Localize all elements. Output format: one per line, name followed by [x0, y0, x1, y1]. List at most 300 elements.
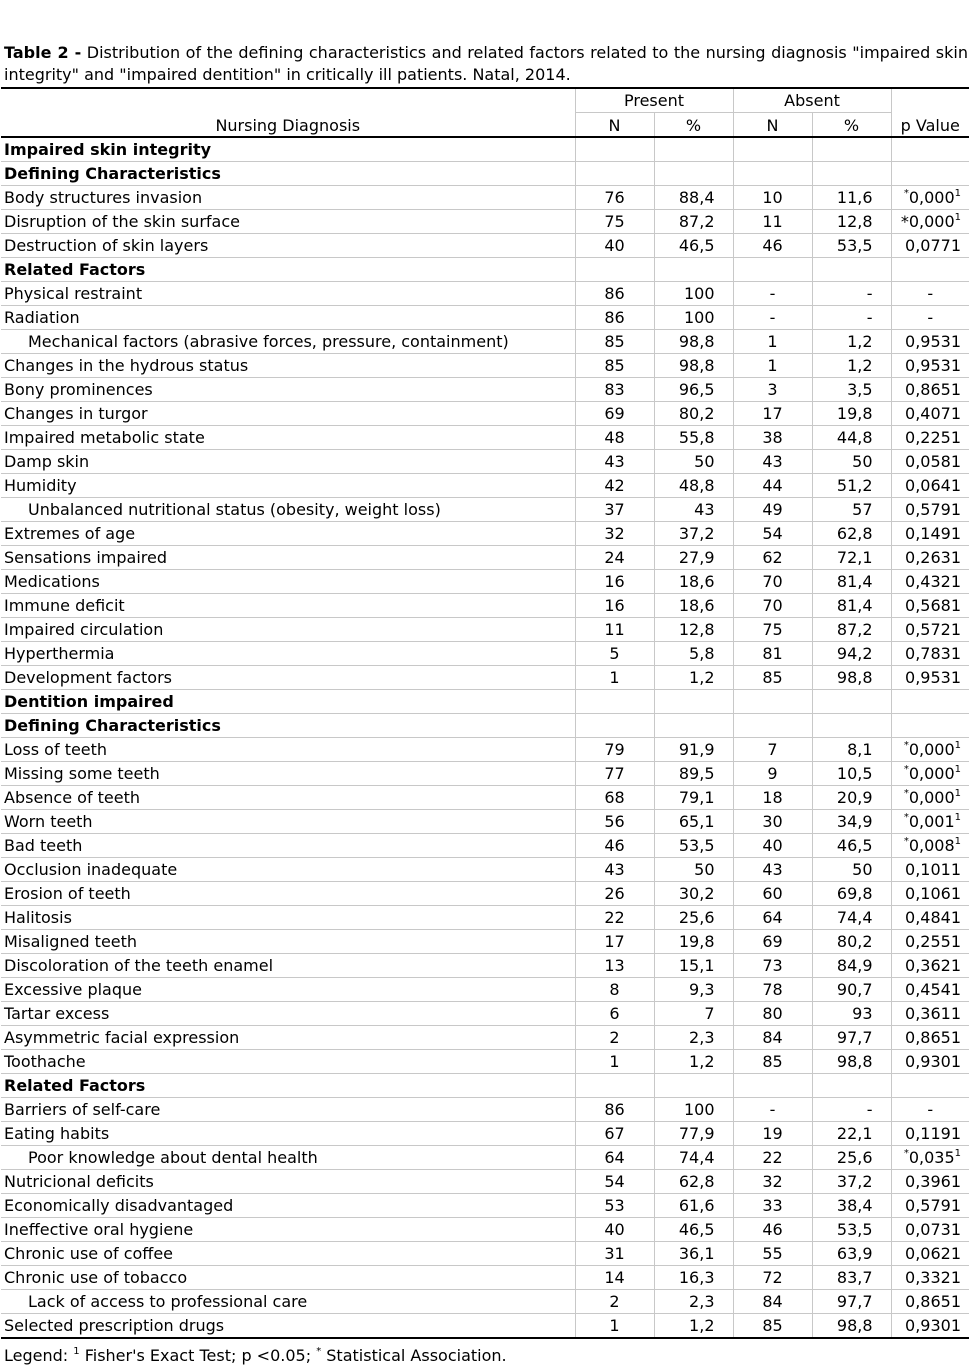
- p-value-number: 0,407: [905, 404, 951, 423]
- absent-pct: 38,4: [812, 1194, 891, 1218]
- p-value-number: 0,064: [905, 476, 951, 495]
- present-n: 83: [575, 378, 654, 402]
- test-footnote-marker: 1: [954, 764, 962, 775]
- p-value-number: 0,362: [905, 956, 951, 975]
- table-row: [1, 1194, 969, 1218]
- p-value: [891, 426, 969, 450]
- absent-n: 19: [733, 1122, 812, 1146]
- present-n: 86: [575, 306, 654, 330]
- p-value-tail-digit: 1: [950, 1124, 962, 1143]
- absent-n: 75: [733, 618, 812, 642]
- p-value-number: 0,225: [905, 428, 951, 447]
- table-row: [1, 786, 969, 810]
- present-pct: 9,3: [654, 978, 733, 1002]
- absent-n: 78: [733, 978, 812, 1002]
- absent-pct: 12,8: [812, 210, 891, 234]
- present-pct: 2,3: [654, 1026, 733, 1050]
- table-row: [1, 210, 969, 234]
- p-value: [891, 210, 969, 234]
- present-n: 16: [575, 570, 654, 594]
- header-absent-pct: %: [812, 113, 891, 138]
- row-label: Impaired circulation: [1, 618, 575, 642]
- table-row: [1, 810, 969, 834]
- present-n: 1: [575, 666, 654, 690]
- present-n: 6: [575, 1002, 654, 1026]
- present-pct: 27,9: [654, 546, 733, 570]
- absent-pct: 53,5: [812, 234, 891, 258]
- section-row: [1, 162, 969, 186]
- empty-cell: [733, 1074, 812, 1098]
- present-n: 54: [575, 1170, 654, 1194]
- absent-pct: 84,9: [812, 954, 891, 978]
- p-value: [891, 594, 969, 618]
- absent-pct: 1,2: [812, 330, 891, 354]
- significance-marker: *: [903, 788, 909, 799]
- present-pct: 46,5: [654, 1218, 733, 1242]
- present-pct: 88,4: [654, 186, 733, 210]
- p-value: [891, 1146, 969, 1170]
- p-value-tail-digit: 1: [950, 356, 962, 375]
- test-footnote-marker: 1: [954, 836, 962, 847]
- present-n: 53: [575, 1194, 654, 1218]
- table-body: [1, 137, 969, 1338]
- table-row: [1, 282, 969, 306]
- present-pct: 53,5: [654, 834, 733, 858]
- absent-n: 85: [733, 1314, 812, 1339]
- section-row: [1, 137, 969, 162]
- p-value-number: 0,000: [908, 188, 955, 207]
- absent-pct: 3,5: [812, 378, 891, 402]
- present-n: 16: [575, 594, 654, 618]
- table-row: [1, 1122, 969, 1146]
- p-value-number: 0,930: [905, 1052, 951, 1071]
- absent-n: 7: [733, 738, 812, 762]
- p-value-tail-digit: 1: [950, 644, 962, 663]
- present-n: 86: [575, 1098, 654, 1122]
- p-value-tail-digit: 1: [950, 572, 962, 591]
- caption-text: Distribution of the defining characteristics and related factors related to the nursing diagnosis "impaired skin integrity" and "impaired dentition" in critically ill patients. Natal, 2014.: [4, 43, 968, 84]
- absent-pct: 97,7: [812, 1026, 891, 1050]
- absent-n: 84: [733, 1026, 812, 1050]
- absent-pct: 25,6: [812, 1146, 891, 1170]
- p-value: [891, 330, 969, 354]
- p-value-number: 0,361: [905, 1004, 951, 1023]
- p-value: [891, 1050, 969, 1074]
- present-n: 5: [575, 642, 654, 666]
- row-label: Damp skin: [1, 450, 575, 474]
- empty-cell: [891, 690, 969, 714]
- present-n: 22: [575, 906, 654, 930]
- present-pct: 98,8: [654, 354, 733, 378]
- present-n: 1: [575, 1050, 654, 1074]
- present-pct: 87,2: [654, 210, 733, 234]
- p-value: [891, 522, 969, 546]
- absent-pct: 93: [812, 1002, 891, 1026]
- table-row: [1, 1314, 969, 1339]
- present-n: 31: [575, 1242, 654, 1266]
- significance-marker: *: [903, 764, 909, 775]
- p-value-tail-digit: 1: [950, 1268, 962, 1287]
- p-value: [891, 642, 969, 666]
- table-row: [1, 1290, 969, 1314]
- table-row: [1, 1098, 969, 1122]
- p-value-number: 0,396: [905, 1172, 951, 1191]
- row-label: Destruction of skin layers: [1, 234, 575, 258]
- header-p-value: p Value: [891, 113, 969, 138]
- significance-marker: *: [903, 812, 909, 823]
- p-value-tail-digit: 1: [950, 1244, 962, 1263]
- empty-cell: [733, 690, 812, 714]
- p-value-number: 0,579: [905, 1196, 951, 1215]
- p-value: [891, 882, 969, 906]
- present-pct: 18,6: [654, 570, 733, 594]
- row-label: Hyperthermia: [1, 642, 575, 666]
- p-value-tail-digit: 1: [950, 1004, 962, 1023]
- empty-cell: [812, 1074, 891, 1098]
- present-n: 79: [575, 738, 654, 762]
- table-row: [1, 498, 969, 522]
- empty-cell: [733, 714, 812, 738]
- absent-n: 46: [733, 234, 812, 258]
- row-label: Lack of access to professional care: [1, 1290, 575, 1314]
- row-label: Unbalanced nutritional status (obesity, weight loss): [1, 498, 575, 522]
- present-n: 37: [575, 498, 654, 522]
- absent-pct: 94,2: [812, 642, 891, 666]
- table-caption: [4, 42, 968, 86]
- table-row: [1, 306, 969, 330]
- absent-n: 46: [733, 1218, 812, 1242]
- p-value: [891, 354, 969, 378]
- p-value: [891, 186, 969, 210]
- table-row: [1, 618, 969, 642]
- p-value: [891, 1266, 969, 1290]
- p-value: [891, 1218, 969, 1242]
- empty-cell: [654, 690, 733, 714]
- present-pct: 18,6: [654, 594, 733, 618]
- table-row: [1, 1146, 969, 1170]
- p-value: [891, 570, 969, 594]
- present-pct: 37,2: [654, 522, 733, 546]
- absent-n: 55: [733, 1242, 812, 1266]
- absent-n: 49: [733, 498, 812, 522]
- significance-marker: *: [903, 188, 909, 199]
- absent-pct: 44,8: [812, 426, 891, 450]
- p-value-tail-digit: 1: [950, 428, 962, 447]
- table-row: [1, 1026, 969, 1050]
- present-pct: 15,1: [654, 954, 733, 978]
- row-label: Bony prominences: [1, 378, 575, 402]
- header-present-pct: %: [654, 113, 733, 138]
- row-label: Bad teeth: [1, 834, 575, 858]
- section-label: Impaired skin integrity: [1, 137, 575, 162]
- absent-pct: 83,7: [812, 1266, 891, 1290]
- row-label: Radiation: [1, 306, 575, 330]
- present-pct: 1,2: [654, 1050, 733, 1074]
- p-value: -: [891, 306, 969, 330]
- table-row: [1, 858, 969, 882]
- p-value-number: 0,058: [905, 452, 951, 471]
- table-row: [1, 522, 969, 546]
- absent-n: 40: [733, 834, 812, 858]
- absent-pct: 97,7: [812, 1290, 891, 1314]
- p-value-tail-digit: 1: [950, 332, 962, 351]
- p-value-number: 0,008: [908, 836, 955, 855]
- p-value-number: 0,865: [905, 1028, 951, 1047]
- absent-pct: 80,2: [812, 930, 891, 954]
- p-value-number: 0,119: [905, 1124, 951, 1143]
- present-pct: 2,3: [654, 1290, 733, 1314]
- empty-cell: [891, 137, 969, 162]
- present-n: 32: [575, 522, 654, 546]
- table-row: [1, 954, 969, 978]
- test-footnote-marker: 1: [954, 188, 962, 199]
- p-value: [891, 834, 969, 858]
- p-value-number: 0,149: [905, 524, 951, 543]
- absent-pct: 11,6: [812, 186, 891, 210]
- header-row-1: [1, 88, 969, 113]
- absent-n: 81: [733, 642, 812, 666]
- row-label: Changes in the hydrous status: [1, 354, 575, 378]
- empty-cell: [654, 258, 733, 282]
- table-row: [1, 738, 969, 762]
- test-footnote-marker: 1: [954, 1148, 962, 1159]
- absent-pct: 51,2: [812, 474, 891, 498]
- p-value: [891, 1026, 969, 1050]
- present-n: 86: [575, 282, 654, 306]
- absent-n: 62: [733, 546, 812, 570]
- table-row: [1, 1002, 969, 1026]
- present-n: 13: [575, 954, 654, 978]
- p-value: [891, 402, 969, 426]
- p-value: [891, 978, 969, 1002]
- row-label: Worn teeth: [1, 810, 575, 834]
- p-value: [891, 234, 969, 258]
- present-pct: 5,8: [654, 642, 733, 666]
- row-label: Eating habits: [1, 1122, 575, 1146]
- row-label: Disruption of the skin surface: [1, 210, 575, 234]
- section-row: [1, 258, 969, 282]
- present-pct: 80,2: [654, 402, 733, 426]
- p-value: [891, 1290, 969, 1314]
- absent-n: 70: [733, 594, 812, 618]
- absent-pct: 63,9: [812, 1242, 891, 1266]
- present-n: 46: [575, 834, 654, 858]
- empty-cell: [654, 162, 733, 186]
- present-pct: 25,6: [654, 906, 733, 930]
- absent-n: 9: [733, 762, 812, 786]
- present-pct: 12,8: [654, 618, 733, 642]
- present-pct: 43: [654, 498, 733, 522]
- p-value-number: 0,953: [905, 356, 951, 375]
- absent-n: 64: [733, 906, 812, 930]
- table-row: [1, 906, 969, 930]
- row-label: Tartar excess: [1, 1002, 575, 1026]
- p-value: [891, 450, 969, 474]
- p-value: [891, 474, 969, 498]
- present-pct: 48,8: [654, 474, 733, 498]
- present-n: 42: [575, 474, 654, 498]
- present-pct: 50: [654, 858, 733, 882]
- present-n: 43: [575, 450, 654, 474]
- absent-n: 10: [733, 186, 812, 210]
- header-present: Present: [575, 88, 733, 113]
- present-n: 11: [575, 618, 654, 642]
- present-pct: 7: [654, 1002, 733, 1026]
- table-row: [1, 426, 969, 450]
- empty-cell: [812, 137, 891, 162]
- table-row: [1, 234, 969, 258]
- present-n: 76: [575, 186, 654, 210]
- p-value: -: [891, 282, 969, 306]
- p-value: -: [891, 1098, 969, 1122]
- p-value-number: 0,062: [905, 1244, 951, 1263]
- row-label: Halitosis: [1, 906, 575, 930]
- absent-n: 44: [733, 474, 812, 498]
- absent-pct: 98,8: [812, 1050, 891, 1074]
- p-value-tail-digit: 1: [950, 380, 962, 399]
- empty-cell: [733, 258, 812, 282]
- present-n: 1: [575, 1314, 654, 1339]
- p-value-number: 0,001: [908, 812, 955, 831]
- table-row: [1, 330, 969, 354]
- row-label: Misaligned teeth: [1, 930, 575, 954]
- table-row: [1, 930, 969, 954]
- row-label: Absence of teeth: [1, 786, 575, 810]
- p-value: [891, 618, 969, 642]
- absent-n: -: [733, 1098, 812, 1122]
- table-row: [1, 1050, 969, 1074]
- present-n: 24: [575, 546, 654, 570]
- absent-pct: 50: [812, 450, 891, 474]
- p-value-tail-digit: 1: [950, 596, 962, 615]
- absent-n: 33: [733, 1194, 812, 1218]
- table-row: [1, 594, 969, 618]
- present-n: 85: [575, 354, 654, 378]
- present-n: 40: [575, 234, 654, 258]
- absent-pct: 34,9: [812, 810, 891, 834]
- absent-n: 17: [733, 402, 812, 426]
- present-pct: 96,5: [654, 378, 733, 402]
- section-row: [1, 690, 969, 714]
- significance-marker: *: [900, 212, 909, 231]
- present-pct: 65,1: [654, 810, 733, 834]
- table-row: [1, 450, 969, 474]
- header-blank-pvalue: [891, 88, 969, 113]
- empty-cell: [812, 690, 891, 714]
- absent-pct: 81,4: [812, 570, 891, 594]
- empty-cell: [891, 162, 969, 186]
- row-label: Selected prescription drugs: [1, 1314, 575, 1339]
- table-row: [1, 1218, 969, 1242]
- present-pct: 1,2: [654, 666, 733, 690]
- row-label: Extremes of age: [1, 522, 575, 546]
- row-label: Economically disadvantaged: [1, 1194, 575, 1218]
- absent-n: 85: [733, 1050, 812, 1074]
- present-n: 17: [575, 930, 654, 954]
- p-value-number: 0,000: [908, 212, 955, 231]
- p-value-number: 0,077: [905, 236, 951, 255]
- table-row: [1, 474, 969, 498]
- test-footnote-marker: 1: [954, 740, 962, 751]
- row-label: Chronic use of coffee: [1, 1242, 575, 1266]
- empty-cell: [733, 162, 812, 186]
- table-row: [1, 546, 969, 570]
- absent-pct: 50: [812, 858, 891, 882]
- present-n: 43: [575, 858, 654, 882]
- present-pct: 19,8: [654, 930, 733, 954]
- header-blank: [1, 88, 575, 113]
- p-value-number: 0,568: [905, 596, 951, 615]
- section-label: Related Factors: [1, 1074, 575, 1098]
- p-value-number: 0,000: [908, 788, 955, 807]
- empty-cell: [654, 1074, 733, 1098]
- p-value-number: 0,953: [905, 332, 951, 351]
- p-value-number: 0,000: [908, 764, 955, 783]
- row-label: Immune deficit: [1, 594, 575, 618]
- p-value-tail-digit: 1: [950, 860, 962, 879]
- data-table: [1, 87, 969, 1339]
- absent-n: 80: [733, 1002, 812, 1026]
- present-pct: 61,6: [654, 1194, 733, 1218]
- empty-cell: [812, 258, 891, 282]
- row-label: Physical restraint: [1, 282, 575, 306]
- test-footnote-marker: 1: [954, 212, 962, 223]
- p-value: [891, 498, 969, 522]
- present-n: 48: [575, 426, 654, 450]
- present-n: 26: [575, 882, 654, 906]
- row-label: Nutricional deficits: [1, 1170, 575, 1194]
- present-n: 68: [575, 786, 654, 810]
- legend-prefix: Legend:: [4, 1346, 74, 1365]
- absent-n: -: [733, 282, 812, 306]
- p-value: [891, 906, 969, 930]
- p-value-tail-digit: 1: [950, 884, 962, 903]
- significance-marker: *: [903, 1148, 909, 1159]
- empty-cell: [654, 714, 733, 738]
- p-value-number: 0,953: [905, 668, 951, 687]
- present-n: 40: [575, 1218, 654, 1242]
- table-row: [1, 642, 969, 666]
- present-pct: 79,1: [654, 786, 733, 810]
- row-label: Toothache: [1, 1050, 575, 1074]
- section-row: [1, 714, 969, 738]
- present-pct: 77,9: [654, 1122, 733, 1146]
- table-legend: [4, 1346, 507, 1366]
- section-row: [1, 1074, 969, 1098]
- row-label: Body structures invasion: [1, 186, 575, 210]
- table-label: Table 2 -: [4, 43, 82, 62]
- absent-pct: 87,2: [812, 618, 891, 642]
- table-row: [1, 1242, 969, 1266]
- empty-cell: [575, 714, 654, 738]
- significance-marker: *: [903, 836, 909, 847]
- test-footnote-marker: 1: [954, 788, 962, 799]
- absent-pct: 19,8: [812, 402, 891, 426]
- absent-pct: 69,8: [812, 882, 891, 906]
- p-value-number: 0,579: [905, 500, 951, 519]
- p-value-tail-digit: 1: [950, 932, 962, 951]
- row-label: Ineffective oral hygiene: [1, 1218, 575, 1242]
- empty-cell: [891, 1074, 969, 1098]
- header-absent: Absent: [733, 88, 891, 113]
- absent-pct: 1,2: [812, 354, 891, 378]
- present-pct: 50: [654, 450, 733, 474]
- present-pct: 100: [654, 282, 733, 306]
- p-value-tail-digit: 1: [950, 956, 962, 975]
- empty-cell: [575, 137, 654, 162]
- present-n: 14: [575, 1266, 654, 1290]
- section-label: Dentition impaired: [1, 690, 575, 714]
